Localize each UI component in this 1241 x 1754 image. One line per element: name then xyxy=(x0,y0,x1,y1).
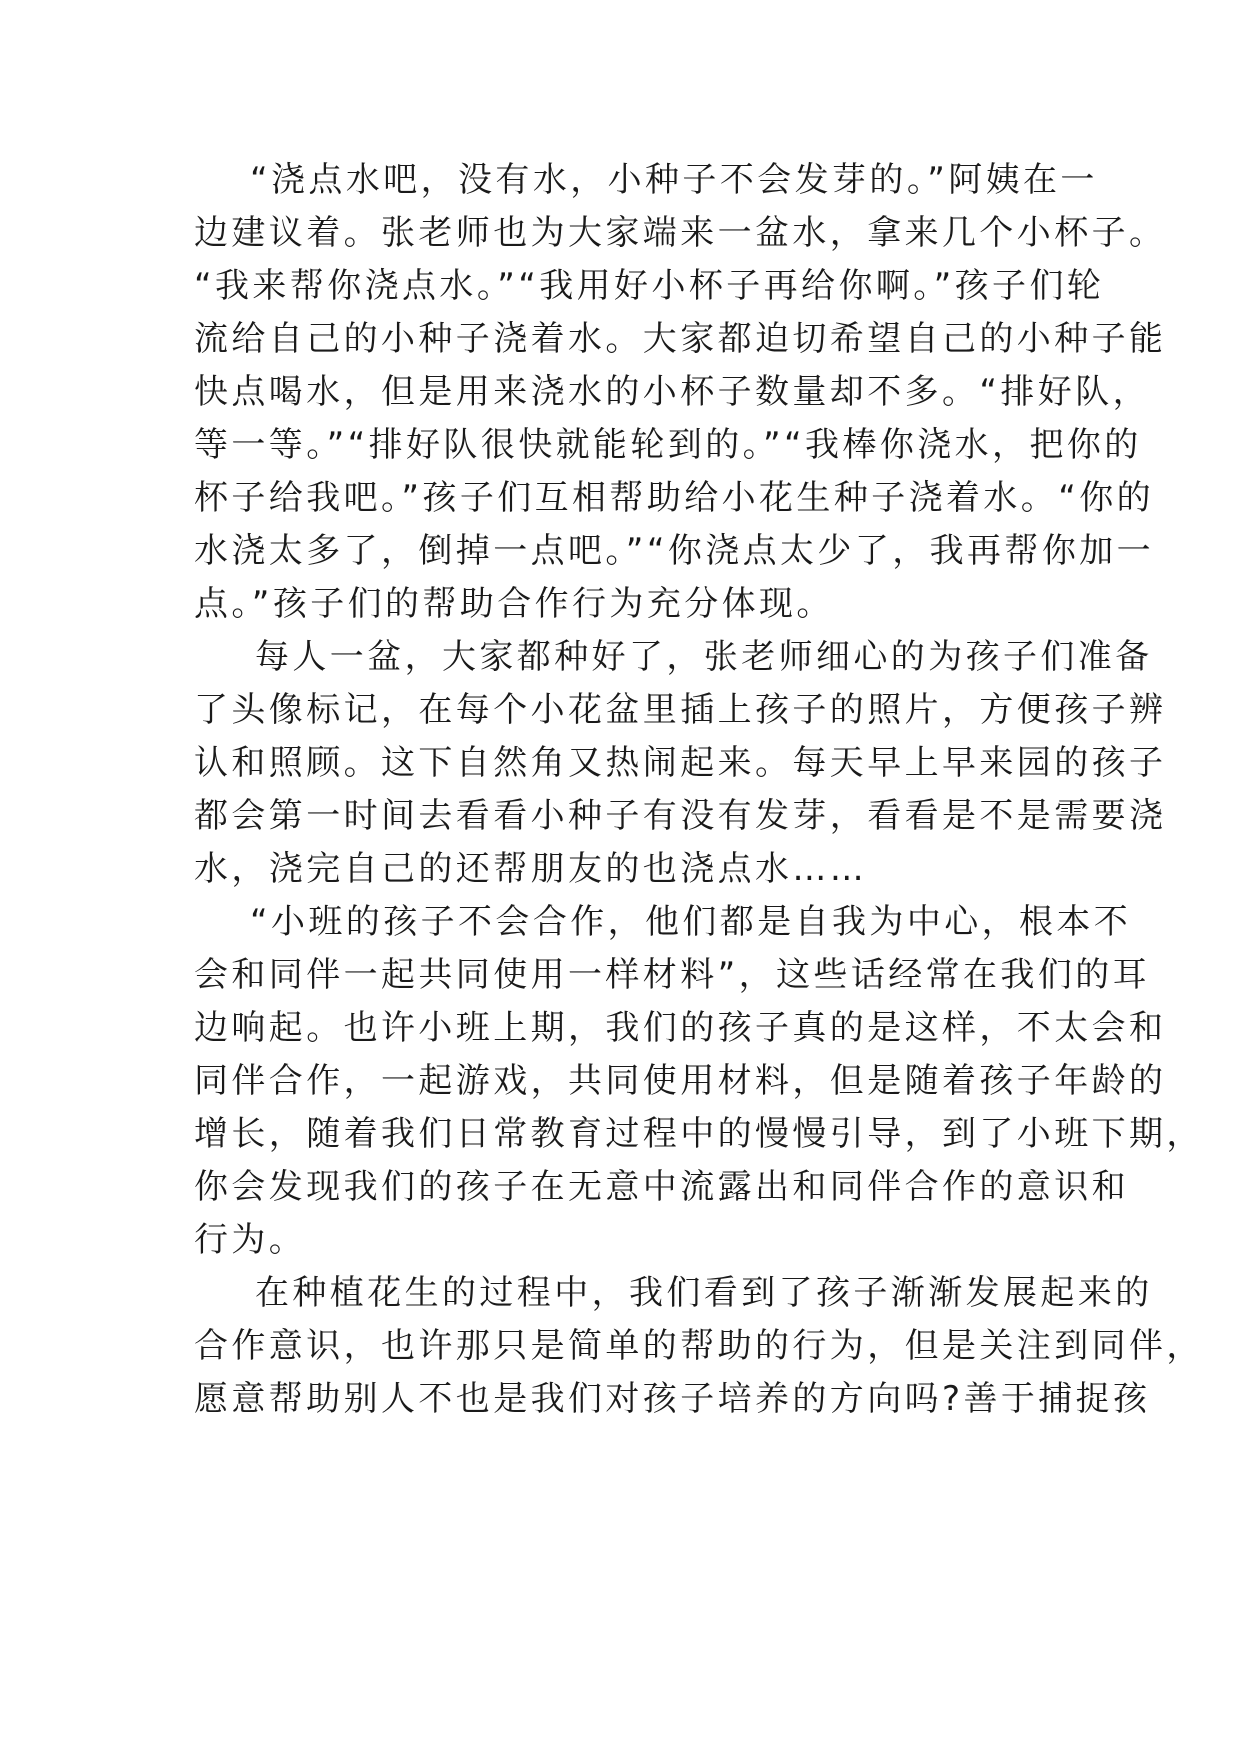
text-line: “我来帮你浇点水。”“我用好小杯子再给你啊。”孩子们轮 xyxy=(194,266,1105,306)
text-line: 合作意识，也许那只是简单的帮助的行为，但是关注到同伴， xyxy=(194,1326,1204,1366)
text-line: 杯子给我吧。”孩子们互相帮助给小花生种子浇着水。“你的 xyxy=(194,478,1155,518)
text-line: 增长，随着我们日常教育过程中的慢慢引导，到了小班下期， xyxy=(194,1114,1204,1154)
text-line: 行为。 xyxy=(194,1220,307,1260)
text-line: 愿意帮助别人不也是我们对孩子培养的方向吗?善于捕捉孩 xyxy=(194,1379,1151,1419)
text-line: 会和同伴一起共同使用一样材料”，这些话经常在我们的耳 xyxy=(194,955,1151,995)
text-line: “小班的孩子不会合作，他们都是自我为中心，根本不 xyxy=(250,902,1132,942)
text-line: 边响起。也许小班上期，我们的孩子真的是这样，不太会和 xyxy=(194,1008,1167,1048)
text-line: 都会第一时间去看看小种子有没有发芽，看看是不是需要浇 xyxy=(194,796,1167,836)
text-line: 等一等。”“排好队很快就能轮到的。”“我棒你浇水，把你的 xyxy=(194,425,1142,465)
text-line: 水，浇完自己的还帮朋友的也浇点水…… xyxy=(194,849,868,889)
text-line: 每人一盆，大家都种好了，张老师细心的为孩子们准备 xyxy=(255,637,1153,677)
text-line: 水浇太多了，倒掉一点吧。”“你浇点太少了，我再帮你加一 xyxy=(194,531,1155,571)
text-line: 认和照顾。这下自然角又热闹起来。每天早上早来园的孩子 xyxy=(194,743,1167,783)
text-line: “浇点水吧，没有水，小种子不会发芽的。”阿姨在一 xyxy=(250,160,1098,200)
text-line: 同伴合作，一起游戏，共同使用材料，但是随着孩子年龄的 xyxy=(194,1061,1167,1101)
text-line: 流给自己的小种子浇着水。大家都迫切希望自己的小种子能 xyxy=(194,319,1167,359)
text-line: 了头像标记，在每个小花盆里插上孩子的照片，方便孩子辨 xyxy=(194,690,1167,730)
text-line: 你会发现我们的孩子在无意中流露出和同伴合作的意识和 xyxy=(194,1167,1129,1207)
text-line: 快点喝水，但是用来浇水的小杯子数量却不多。“排好队， xyxy=(194,372,1151,412)
text-line: 边建议着。张老师也为大家端来一盆水，拿来几个小杯子。 xyxy=(194,213,1167,253)
text-line: 在种植花生的过程中，我们看到了孩子渐渐发展起来的 xyxy=(255,1273,1153,1313)
text-line: 点。”孩子们的帮助合作行为充分体现。 xyxy=(194,584,834,624)
